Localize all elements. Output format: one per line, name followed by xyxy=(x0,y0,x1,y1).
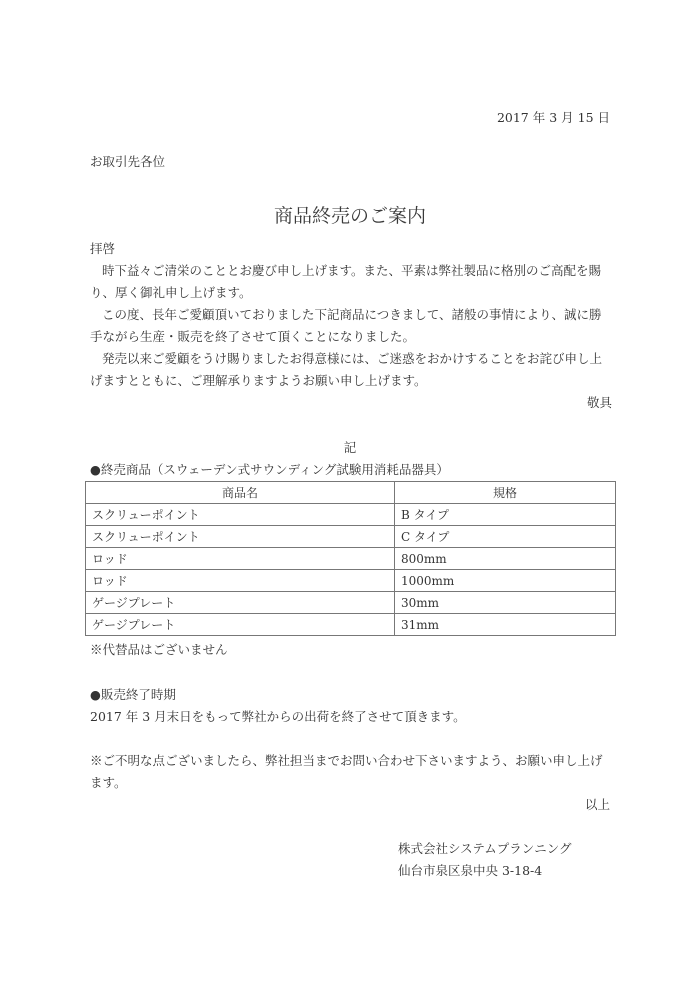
specification-cell: 30mm xyxy=(395,592,616,614)
page-title: 商品終売のご案内 xyxy=(273,205,426,227)
specification-cell: 800mm xyxy=(395,548,616,570)
specification-cell: 31mm xyxy=(395,614,616,636)
table-row xyxy=(86,592,616,614)
specification-cell: B タイプ xyxy=(395,504,616,526)
table-row xyxy=(86,548,616,570)
period-text: 2017 年 3 月末日をもって弊社からの出荷を終了させて頂きます。 xyxy=(90,709,466,724)
company-name: 株式会社システムプランニング xyxy=(398,841,572,856)
specification-cell: C タイプ xyxy=(395,526,616,548)
paragraph: 時下益々ご清栄のこととお慶び申し上げます。また、平素は弊社製品に格別のご高配を賜り、厚く御礼申し上げます。 xyxy=(90,263,602,300)
letter-body xyxy=(90,238,612,414)
specification-cell: 1000mm xyxy=(395,570,616,592)
paragraph: 発売以来ご愛顧をうけ賜りましたお得意様には、ご迷惑をおかけすることをお詫び申し上げますとともに、ご理解承りますようお願い申し上げます。 xyxy=(90,351,603,388)
table-row xyxy=(86,570,616,592)
product-name-cell: スクリューポイント xyxy=(86,504,395,526)
no-substitute-note: ※代替品はございません xyxy=(90,642,228,657)
period-heading: ●販売終了時期 xyxy=(90,687,176,702)
table-row xyxy=(86,504,616,526)
table-row xyxy=(86,526,616,548)
header-product-name: 商品名 xyxy=(86,482,395,504)
header-specification: 規格 xyxy=(395,482,616,504)
inquiry-note: ※ご不明な点ございましたら、弊社担当までお問い合わせ下さいますよう、お願い申し上げます。 xyxy=(90,753,603,790)
salutation: 拝啓 xyxy=(90,241,116,256)
product-name-cell: ゲージプレート xyxy=(86,592,395,614)
paragraph: この度、長年ご愛顧頂いておりました下記商品につきまして、諸般の事情により、誠に勝手ながら生産・販売を終了させて頂くことになりました。 xyxy=(90,307,602,344)
table-header-row xyxy=(86,482,616,504)
addressee: お取引先各位 xyxy=(90,154,166,169)
document-date: 2017 年 3 月 15 日 xyxy=(496,110,610,125)
products-table xyxy=(85,481,616,636)
ki-marker: 記 xyxy=(343,440,357,455)
product-name-cell: スクリューポイント xyxy=(86,526,395,548)
complimentary-close: 敬具 xyxy=(586,395,612,410)
company-block xyxy=(398,838,572,882)
products-heading: ●終売商品（スウェーデン式サウンディング試験用消耗品器具） xyxy=(90,462,449,477)
company-address: 仙台市泉区泉中央 3-18-4 xyxy=(398,863,543,878)
table-row xyxy=(86,614,616,636)
product-name-cell: ロッド xyxy=(86,548,395,570)
closing: 以上 xyxy=(584,797,610,812)
product-name-cell: ロッド xyxy=(86,570,395,592)
product-name-cell: ゲージプレート xyxy=(86,614,395,636)
